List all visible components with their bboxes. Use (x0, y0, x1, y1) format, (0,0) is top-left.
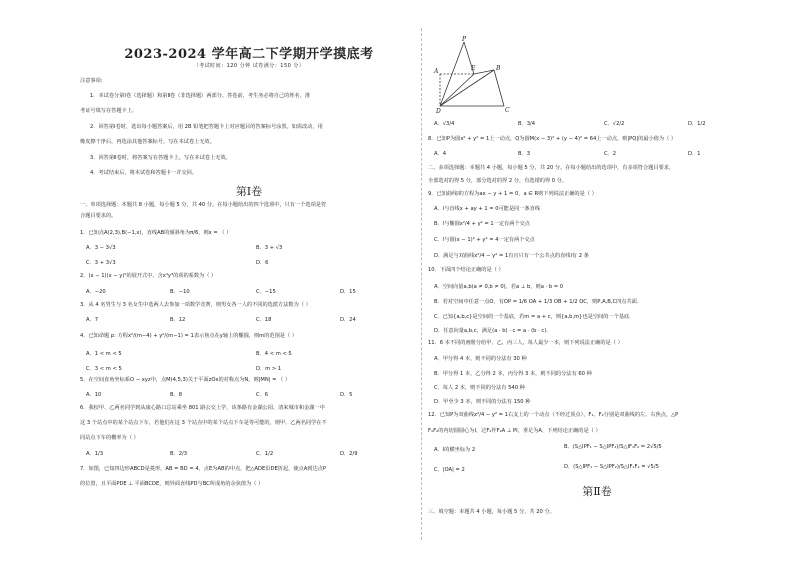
option: C．3 < m < 5 (86, 366, 122, 372)
section-2-heading: 二、多项选择题：本题共 4 小题，每小题 5 分，共 20 分。在每小题给出的选项中，有多项符合题目要求， (428, 165, 675, 171)
section-1-heading: 一、单项选择题：本题共 8 小题，每小题 5 分，共 40 分。在每小题给出的四个选项中，只有一个选项是符 (80, 202, 327, 208)
option: A．√3/4 (434, 121, 455, 127)
question-6: 6．我校甲、乙两名同学到从康心路口总站乘坐 801 路公交上学，该条路有金湖公园、清来城市和金湖一中 (80, 405, 325, 411)
question-9: 9．已知曲线l的方程为ax − y + 1 = 0，a ∈ R则下列说法正确的是（ ） (428, 191, 597, 197)
option: B．4 < m < 5 (256, 351, 292, 357)
option: D．满足与双曲线x²/4 − y² = 1有且只有一个公共点的直线l有 2 条 (434, 253, 589, 259)
note-line: 2．回答第Ⅰ卷时，选出每小题答案后，用 2B 铅笔把答题卡上对应题目的答案标号涂黑。如需改动，用 (90, 124, 323, 130)
option: B．2/3 (170, 451, 188, 457)
option: A．3 − 3√3 (86, 245, 116, 251)
option: A．7 (86, 317, 99, 323)
exam-title: 2023-2024 学年高二下学期开学摸底考 (124, 47, 374, 62)
question-3: 3．从 4 名男生与 3 名女生中选两人去参加一项数学竞赛，则男女各一人的不同的选派方法数为（ ） (80, 302, 311, 308)
option: A．1 < m < 5 (86, 351, 122, 357)
option: D．24 (340, 317, 356, 323)
option: C．l与圆(x − 1)² + y² = 4一定有两个交点 (434, 237, 535, 243)
section-1-heading: 合题目要求的。 (80, 213, 117, 219)
option: B．3 (518, 151, 531, 157)
option: A．−20 (86, 289, 106, 295)
question-12: 12．已知P为双曲线x²/4 − y² = 1右支上的一个动点（不经过顶点），F₁、F₂分别是双曲线的左、右焦点，△P (428, 412, 679, 418)
option: C．已知{a,b,c}是空间的一个基底，若m = a + c，则{a,b,m}也是空间的一个基底. (434, 314, 631, 320)
option: A．空间向量a,b(a ≠ 0,b ≠ 0)，若a ⊥ b，则a · b = 0 (434, 284, 564, 290)
option: C．√2/2 (604, 121, 625, 127)
label-D: D (436, 108, 441, 114)
question-5: 5．在空间直角坐标系O − xyz中，点M(4,5,3)关于平面zOx的对称点为N，则|MN| = （ ） (80, 377, 291, 383)
question-7: 7．如图，已知四边形ABCD是菱形，AB = BD = 4，点E为AB的中点，把△ADE沿DE折起，使点A到达点P (80, 466, 326, 472)
note-line: 橡皮擦干净后，再选涂其他答案标号。写在本试卷上无效。 (80, 139, 215, 145)
option: D．甲至少 3 本，则不同的分法有 150 种 (434, 399, 531, 405)
note-line: 1．本试卷分第Ⅰ卷（选择题）和第Ⅱ卷（非选择题）两部分。答卷前，考生务必将自己的姓名、准 (90, 93, 311, 99)
notes-heading: 注意事项: (80, 78, 103, 84)
option: A．甲分得 4 本，则不同的分法有 30 种 (434, 356, 527, 362)
question-12: F₁F₂的内切圆圆心为I，过F₂作F₂A ⊥ PI，垂足为A，下列结论正确的是（ ） (428, 428, 601, 434)
option: B．l与椭圆x²/4 + y² = 1一定有两个交点 (434, 221, 530, 227)
question-2: 2．(x − 1)(x − y)⁵的展开式中，含x⁴y³的项的系数为（ ） (80, 273, 217, 279)
question-1: 1．已知点A(2,3),B(−1,x)，直线AB的倾斜角为π/6，则x = （ ） (80, 230, 232, 236)
question-8: 8．已知P为圆x² + y² = 1上一动点，Q为圆M(x − 3)² + (y − 4)² = 64上一动点，则|PQ|的最小值为（ ） (428, 136, 677, 142)
edge-DB (440, 70, 494, 106)
question-10: 10．下面四个结论正确的是（ ） (428, 267, 504, 273)
volume-1-heading: 第Ⅰ卷 (235, 185, 263, 198)
question-4: 4．已知命题 p: 方程x²/(m−4) + y²/(m−1) = 1表示焦点在y轴上的椭圆，则m的范围是（ ） (80, 333, 297, 339)
section-3-heading: 三、填空题：本题共 4 小题，每小题 5 分，共 20 分。 (428, 509, 555, 515)
option: A．4 (434, 151, 447, 157)
option: A．I的横坐标为 2 (434, 447, 476, 453)
option: B．3/4 (518, 121, 536, 127)
option: B．8 (170, 392, 183, 398)
option: D．15 (340, 289, 356, 295)
note-line: 3．回答第Ⅱ卷时，将答案写在答题卡上。写在本试卷上无效。 (90, 155, 231, 161)
edge-DE (440, 74, 474, 106)
option: C．−15 (256, 289, 276, 295)
option: A．10 (86, 392, 102, 398)
option: D．5 (340, 392, 353, 398)
option: B．甲分得 1 本，乙分得 2 本，丙分得 3 本，则不同的分法有 60 种 (434, 371, 592, 377)
folded-rhombus-figure (432, 36, 522, 114)
label-C: C (505, 107, 510, 114)
option: D．6 (256, 260, 269, 266)
option: D．1/2 (688, 121, 706, 127)
section-2-heading: 全部选对的得 5 分，部分选对的得 2 分，有选错的得 0 分。 (428, 178, 568, 184)
option: D．1 (688, 151, 701, 157)
note-line: 考证号填写在答题卡上。 (80, 108, 138, 114)
option: B．3 + √3 (256, 245, 283, 251)
option: C．每人 2 本，则不同的分法有 540 种 (434, 385, 525, 391)
option: C．6 (256, 392, 269, 398)
option: B．12 (170, 317, 186, 323)
question-11: 11．6 本不同的画册分给甲、乙、丙三人，每人最少一本，则下列说法正确的是（ ） (428, 340, 623, 346)
label-A: A (434, 68, 439, 75)
option: A．1/3 (86, 451, 104, 457)
option: A．l与直线x + ay + 1 = 0可能是同一条直线 (434, 206, 541, 212)
option: C．3 + 3√3 (86, 260, 116, 266)
option: D．任意向量a,b,c，满足(a · b) · c = a · (b · c). (434, 328, 548, 334)
question-6: 同站点下车的概率为（ ） (80, 435, 139, 441)
option: B．(S△IPF₁ − S△IPF₂)/S△IF₁F₂ = 2√5/5 (564, 444, 662, 450)
option: C．|OA| = 2 (434, 467, 465, 473)
question-7: 的位置，且平面PDE ⊥ 平面BCDE，则异面直线PD与BC所成角的余弦值为（ ） (80, 481, 264, 487)
option: B．若对空间中任意一点O，有OP = 1/6 OA + 1/3 OB + 1/2 OC，则P,A,B,C四点共面. (434, 299, 639, 305)
volume-2-heading: 第Ⅱ卷 (582, 485, 612, 498)
option: D．m > 1 (256, 366, 282, 372)
label-B: B (496, 65, 501, 72)
option: B．−10 (170, 289, 190, 295)
label-E: E (471, 65, 476, 72)
option: C．1/2 (256, 451, 274, 457)
edge-CB (494, 70, 504, 106)
exam-subtitle: （考试时间：120 分钟 试卷满分：150 分） (193, 63, 305, 69)
option: C．2 (604, 151, 617, 157)
option: D．2/9 (340, 451, 358, 457)
question-6: 这 3 个站点中的某个站点下车，若他们在这 3 个站点中的某个站点下车是等可能的，则甲、乙两名同学在不 (80, 420, 327, 426)
label-P: P (462, 36, 467, 43)
column-divider (421, 28, 422, 540)
note-line: 4．考试结束后，将本试卷和答题卡一并交回。 (90, 170, 198, 176)
option: D．(S△IPF₁ − S△IPF₂)/S△IF₁F₂ = √5/5 (564, 464, 659, 470)
option: C．18 (256, 317, 272, 323)
